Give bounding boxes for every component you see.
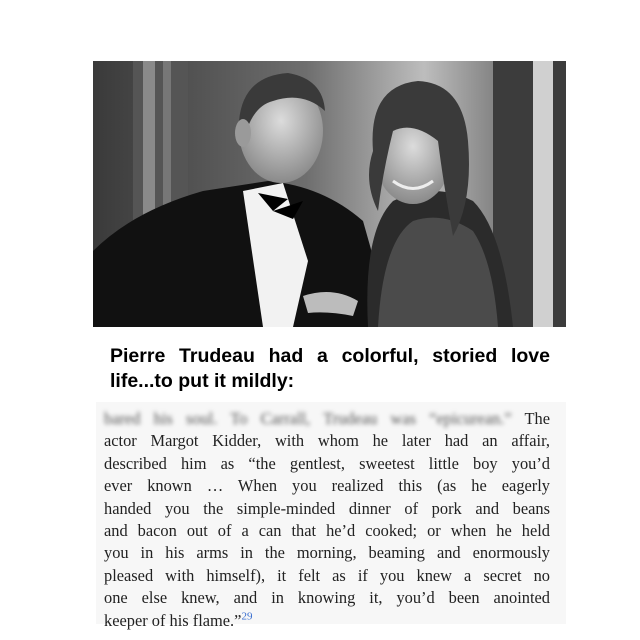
excerpt-line: ever known … When you realized this (as he eagerly (104, 476, 550, 496)
book-excerpt (96, 402, 566, 630)
photo-caption (110, 344, 550, 394)
excerpt-last-line (104, 610, 550, 632)
blurred-text: bared his soul. To Carrall, Trudeau was “epicurean.” (104, 409, 512, 428)
footnote-link[interactable]: 29 (241, 610, 253, 623)
excerpt-last-text: keeper of his flame.” (104, 610, 242, 630)
caption-line-2: life...to put it mildly: (110, 370, 295, 392)
excerpt-text (104, 408, 550, 632)
caption-line-1: Pierre Trudeau had a colorful, storied love (110, 345, 550, 367)
excerpt-line: described him as “the gentlest, sweetest little boy you’d (104, 453, 550, 473)
photograph (93, 61, 566, 327)
excerpt-line-tail: The (524, 409, 550, 428)
excerpt-line: handed you the simple-minded dinner of pork and beans (104, 498, 550, 518)
excerpt-line: actor Margot Kidder, with whom he later had an affair, (104, 431, 550, 451)
excerpt-line: you in his arms in the morning, beaming and enormously (104, 543, 550, 563)
excerpt-line: pleased with himself), it felt as if you knew a secret no (104, 565, 550, 585)
excerpt-line: one else knew, and in knowing it, you’d been anointed (104, 588, 550, 608)
excerpt-line: and bacon out of a can that he’d cooked; or when he held (104, 521, 550, 541)
photograph-image (93, 61, 566, 327)
excerpt-line (104, 408, 550, 430)
